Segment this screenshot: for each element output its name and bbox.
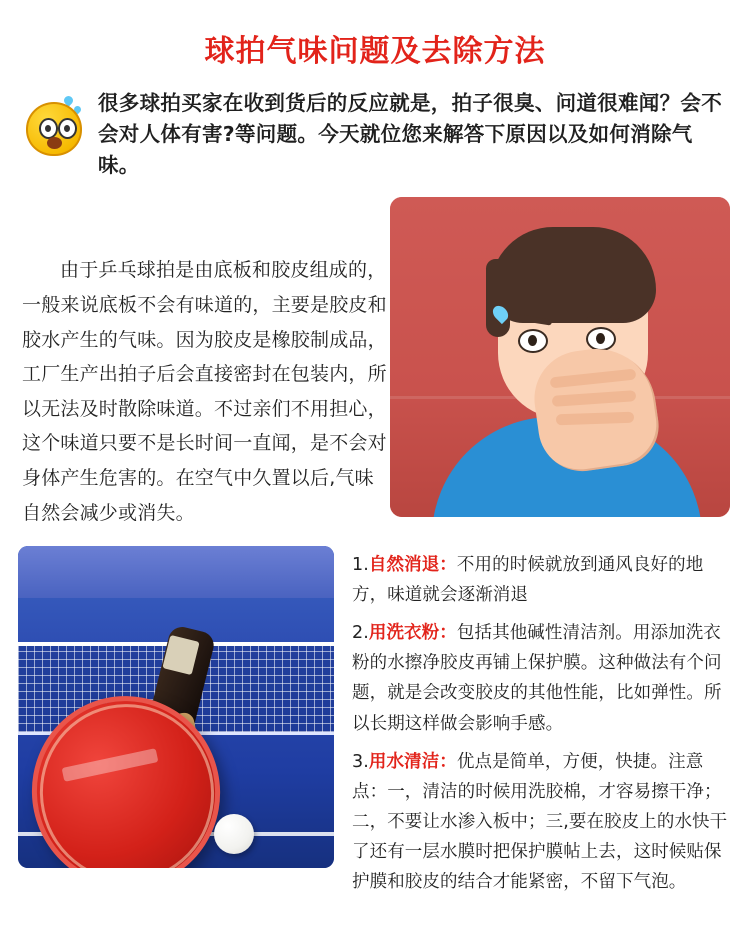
tips-list [334, 546, 734, 905]
tip-number: 1. [352, 555, 369, 576]
tip-text: 不用的时候就放到通风良好的地方，味道就会逐渐消退 [352, 555, 704, 606]
tip-text: 优点是简单，方便，快捷。注意点：一，清洁的时候用洗胶棉，才容易擦干净；二，不要让水渗入板中；三,要在胶皮上的水快干了还有一层水膜时把保护膜帖上去，这时候贴保护膜和胶皮的结合才能紧密，不留下气泡。 [352, 751, 728, 893]
list-item [352, 747, 734, 897]
tip-keyword: 自然消退： [368, 555, 457, 576]
intro-text: 很多球拍买家在收到货后的反应就是，拍子很臭、问道很难闻？会不会对人体有害?等问题。今天就位您来解答下原因以及如何消除气味。 [98, 91, 722, 178]
list-item [352, 618, 734, 738]
middle-body-paragraph: 由于乒乓球拍是由底板和胶皮组成的，一般来说底板不会有味道的，主要是胶皮和胶水产生的气味。因为胶皮是橡胶制成品，工厂生产出拍子后会直接密封在包装内，所以无法及时散除味道。不过亲们不用担心，这个味道只要不是长时间一直闻，是不会对身体产生危害的。在空气中久置以后,气味自然会减少或消失。 [22, 259, 387, 524]
tip-keyword: 用洗衣粉： [368, 623, 457, 644]
tip-number: 3. [352, 751, 369, 772]
middle-body-text [18, 197, 390, 530]
shocked-face-emoji-icon [20, 94, 86, 160]
page-title: 球拍气味问题及去除方法 [204, 34, 546, 69]
tip-text: 包括其他碱性清洁剂。用添加洗衣粉的水擦净胶皮再铺上保护膜。这种做法有个问题，就是会改变胶皮的其他性能，比如弹性。所以长期这样做会影响手感。 [352, 623, 722, 734]
middle-section [0, 181, 750, 530]
list-item [352, 550, 734, 610]
tip-number: 2. [352, 623, 369, 644]
table-tennis-photo [18, 546, 334, 868]
intro-section [0, 84, 750, 181]
man-covering-nose-illustration [390, 197, 730, 517]
bottom-section [0, 530, 750, 905]
tip-keyword: 用水清洁： [368, 751, 457, 772]
